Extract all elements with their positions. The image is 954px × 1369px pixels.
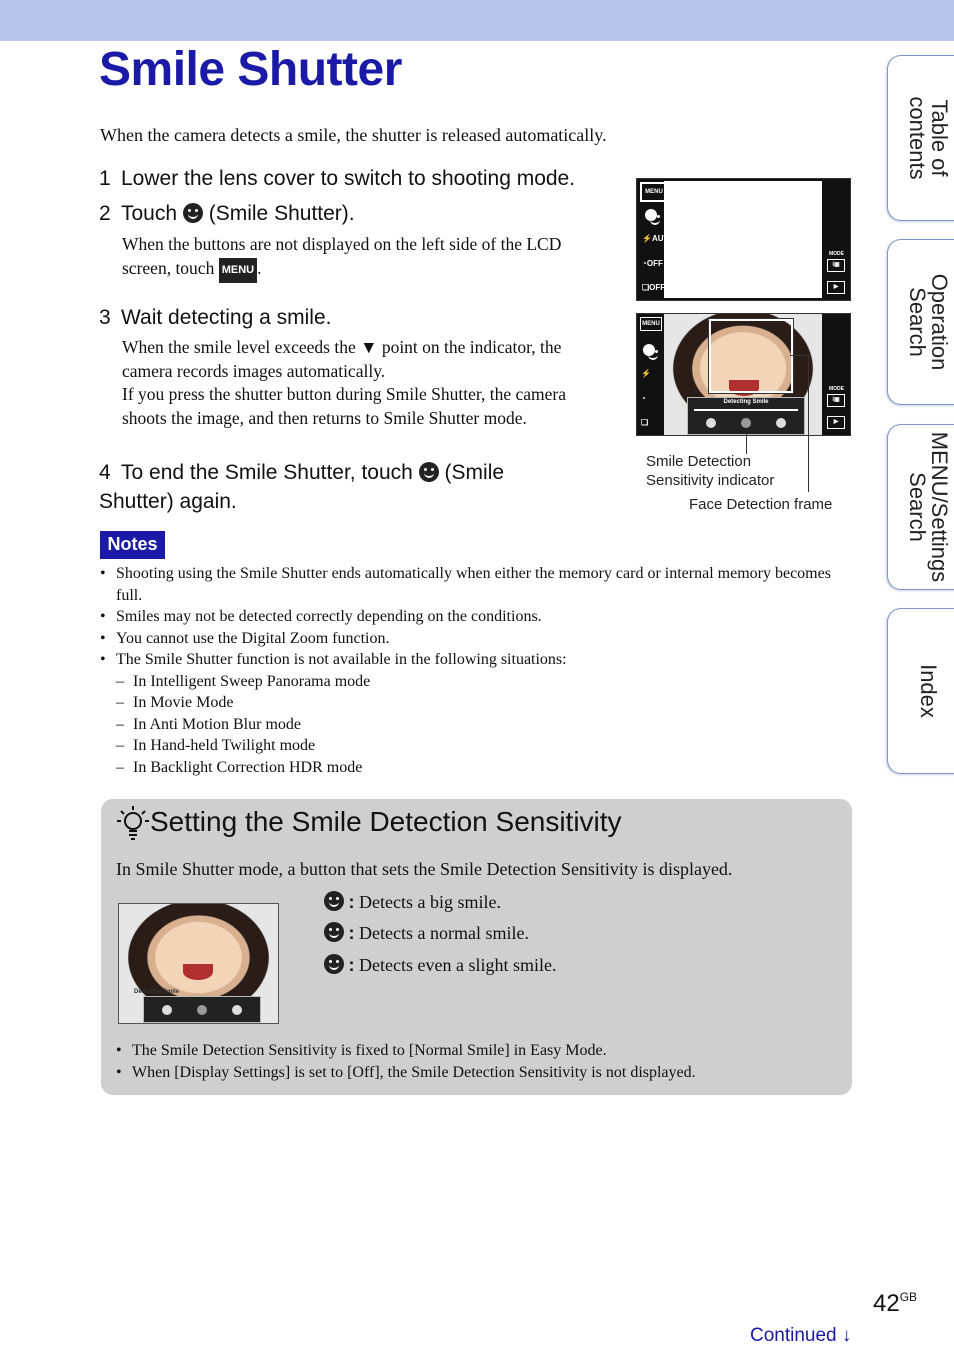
menu-icon: MENU bbox=[640, 182, 668, 202]
step-body-text: When the smile level exceeds the bbox=[122, 337, 356, 357]
step-2-body bbox=[122, 233, 612, 283]
note-item: • Shooting using the Smile Shutter ends automatically when either the memory card or internal memory becomes full. bbox=[100, 563, 845, 606]
tab-label: Index bbox=[916, 664, 941, 718]
playback-icon: ▶ bbox=[827, 416, 845, 429]
lightbulb-hint-icon bbox=[116, 804, 150, 842]
tab-table-of-contents[interactable] bbox=[887, 55, 954, 221]
face-detection-frame bbox=[709, 319, 793, 393]
top-banner bbox=[0, 0, 954, 41]
hint-body: In Smile Shutter mode, a button that sets the Smile Detection Sensitivity is displayed. bbox=[116, 859, 733, 879]
sensitivity-level-slight bbox=[324, 954, 556, 976]
indicator-label: Detecting Smile bbox=[723, 399, 769, 405]
smile-icon bbox=[645, 209, 657, 221]
step-number: 2 bbox=[99, 202, 111, 225]
hint-title: Setting the Smile Detection Sensitivity bbox=[150, 806, 622, 837]
note-subitem: – In Hand-held Twilight mode bbox=[100, 735, 845, 757]
slight-smile-icon bbox=[776, 418, 786, 428]
smile-sensitivity-indicator bbox=[134, 989, 261, 1023]
notes-list bbox=[100, 563, 845, 778]
mode-label: MODE bbox=[829, 251, 844, 257]
step-3 bbox=[99, 306, 331, 330]
note-item: • The Smile Shutter function is not available in the following situations: bbox=[100, 649, 845, 671]
page-number bbox=[873, 1290, 917, 1318]
smile-icon bbox=[643, 344, 655, 356]
menu-icon: MENU bbox=[219, 258, 257, 284]
step-number: 1 bbox=[99, 167, 111, 190]
smiling-mouth bbox=[183, 964, 213, 980]
menu-icon: MENU bbox=[640, 317, 662, 331]
big-smile-icon bbox=[706, 418, 716, 428]
step-number: 3 bbox=[99, 306, 111, 329]
triangle-marker-icon: ▼ bbox=[360, 337, 378, 357]
playback-icon: ▶ bbox=[827, 281, 845, 294]
camera-mode-icon: i▣ bbox=[827, 394, 845, 407]
note-item: • Smiles may not be detected correctly depending on the conditions. bbox=[100, 606, 845, 628]
flash-auto-icon: ⚡ bbox=[641, 369, 651, 378]
step-body-text: When the buttons are not displayed on the left side of the LCD screen, touch bbox=[122, 234, 562, 278]
tab-menu-settings-search[interactable] bbox=[887, 424, 954, 590]
hint-note-item: • When [Display Settings] is set to [Off], the Smile Detection Sensitivity is not displayed. bbox=[116, 1062, 836, 1084]
leader-line bbox=[746, 434, 747, 454]
colon: : bbox=[348, 892, 355, 912]
level-text: Detects a normal smile. bbox=[359, 923, 529, 943]
step-text: Touch bbox=[121, 202, 178, 225]
slight-smile-icon bbox=[324, 954, 344, 974]
step-4 bbox=[99, 458, 569, 516]
intro-text: When the camera detects a smile, the shutter is released automatically. bbox=[100, 125, 607, 145]
down-arrow-icon: ↓ bbox=[841, 1325, 852, 1346]
caption-face-detection-frame: Face Detection frame bbox=[689, 496, 833, 513]
colon: : bbox=[348, 955, 355, 975]
leader-line bbox=[808, 355, 809, 492]
continued-link[interactable] bbox=[750, 1325, 851, 1347]
self-timer-off-icon: ◔OFF bbox=[642, 259, 663, 268]
level-text: Detects a big smile. bbox=[359, 892, 501, 912]
camera-mode-icon: i▣ bbox=[827, 259, 845, 272]
indicator-label: Detecting Smile bbox=[134, 989, 180, 995]
spacer bbox=[121, 487, 122, 488]
colon: : bbox=[348, 923, 355, 943]
tab-label: MENU/Settings Search bbox=[905, 431, 952, 583]
normal-smile-icon bbox=[324, 922, 344, 942]
step-body-text-3: If you press the shutter button during Smile Shutter, the camera shoots the image, and then returns to Smile Shutter mode. bbox=[122, 384, 566, 428]
smile-shutter-icon bbox=[183, 203, 203, 223]
note-subitem: – In Backlight Correction HDR mode bbox=[100, 757, 845, 779]
mode-label: MODE bbox=[829, 386, 844, 392]
tab-operation-search[interactable] bbox=[887, 239, 954, 405]
tab-label: Operation Search bbox=[905, 273, 952, 371]
page-suffix: GB bbox=[899, 1290, 918, 1304]
flash-auto-label: AUTO bbox=[651, 234, 675, 243]
step-2 bbox=[99, 202, 355, 226]
timer-off-label: OFF bbox=[646, 259, 663, 268]
step-3-body bbox=[122, 336, 612, 430]
step-1 bbox=[99, 167, 575, 191]
lcd-area bbox=[664, 181, 822, 298]
tab-label: Table of contents bbox=[905, 96, 952, 180]
page-title: Smile Shutter bbox=[99, 43, 402, 96]
tab-index[interactable] bbox=[887, 608, 954, 774]
normal-smile-icon bbox=[197, 1005, 207, 1015]
note-item: • You cannot use the Digital Zoom function. bbox=[100, 628, 845, 650]
caption-sensitivity-indicator: Smile Detection Sensitivity indicator bbox=[646, 453, 775, 489]
self-timer-off-icon: ◔ bbox=[641, 394, 646, 403]
burst-off-icon: ❏OFF bbox=[642, 283, 666, 292]
slight-smile-icon bbox=[232, 1005, 242, 1015]
camera-screen-1 bbox=[636, 178, 851, 301]
step-body-text-2: point on the indicator, the camera records images automatically. bbox=[122, 337, 562, 381]
hint-notes bbox=[116, 1040, 836, 1083]
page-number-value: 42 bbox=[873, 1290, 900, 1317]
step-text: (Smile Shutter) again. bbox=[99, 461, 505, 513]
burst-off-label: OFF bbox=[649, 283, 666, 292]
sensitivity-level-big bbox=[324, 891, 501, 913]
step-text: To end the Smile Shutter, touch bbox=[121, 461, 413, 484]
hint-note-item: • The Smile Detection Sensitivity is fixed to [Normal Smile] in Easy Mode. bbox=[116, 1040, 836, 1062]
flash-auto-icon: ⚡AUTO bbox=[642, 234, 675, 243]
sensitivity-example-image bbox=[118, 903, 279, 1024]
step-text: Lower the lens cover to switch to shooting mode. bbox=[121, 167, 576, 190]
step-text: (Smile Shutter). bbox=[208, 202, 355, 225]
smile-shutter-icon bbox=[419, 462, 439, 482]
smile-sensitivity-indicator bbox=[687, 397, 805, 435]
big-smile-icon bbox=[162, 1005, 172, 1015]
step-body-end: . bbox=[257, 257, 262, 278]
note-subitem: – In Movie Mode bbox=[100, 692, 845, 714]
indicator-bar bbox=[694, 409, 798, 411]
big-smile-icon bbox=[324, 891, 344, 911]
level-text: Detects even a slight smile. bbox=[359, 955, 557, 975]
step-number: 4 bbox=[99, 461, 111, 484]
sensitivity-level-normal bbox=[324, 922, 529, 944]
leader-line bbox=[790, 355, 809, 356]
continued-label: Continued bbox=[750, 1325, 837, 1346]
note-subitem: – In Intelligent Sweep Panorama mode bbox=[100, 671, 845, 693]
normal-smile-icon bbox=[741, 418, 751, 428]
note-subitem: – In Anti Motion Blur mode bbox=[100, 714, 845, 736]
notes-label: Notes bbox=[100, 531, 165, 559]
burst-off-icon: ❏ bbox=[641, 418, 649, 427]
step-text: Wait detecting a smile. bbox=[121, 306, 332, 329]
camera-screen-2 bbox=[636, 313, 851, 436]
